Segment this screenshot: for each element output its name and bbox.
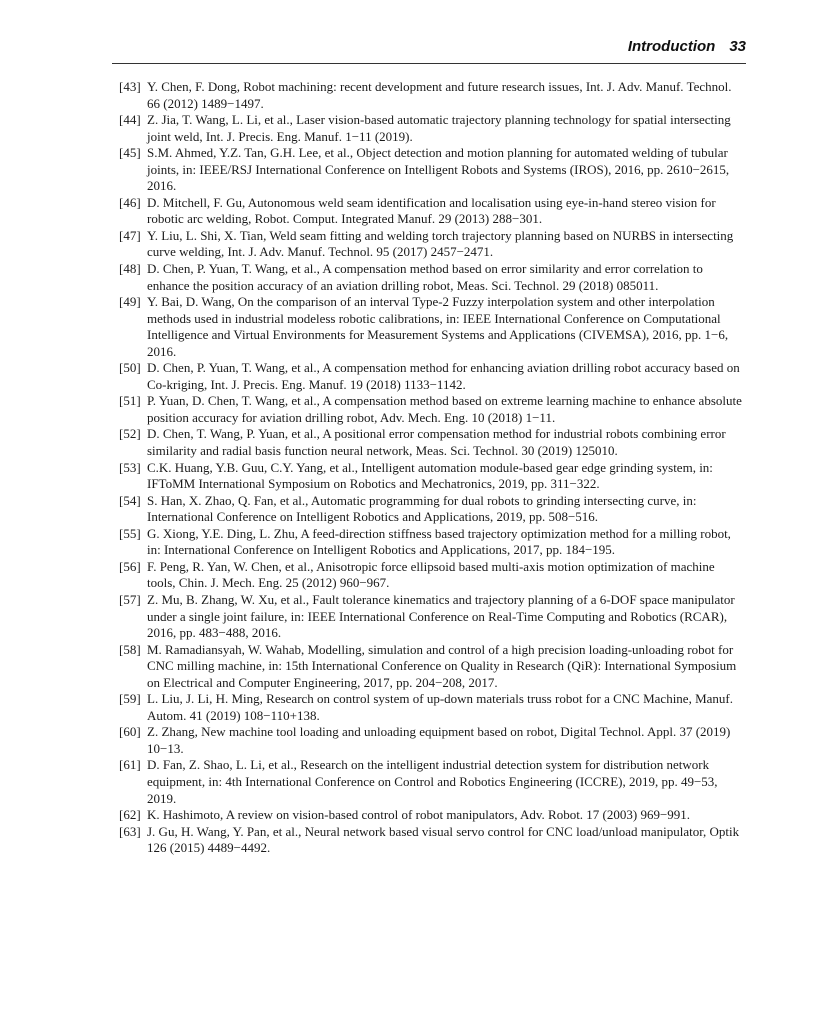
- reference-text: D. Mitchell, F. Gu, Autonomous weld seam identification and localisation using eye-in-hand stereo vision for robotic arc welding, Robot. Comput. Integrated Manuf. 29 (2013) 288−301.: [147, 194, 716, 227]
- running-header: [112, 38, 746, 62]
- reference-item: [119, 592, 743, 642]
- reference-label: [44]: [119, 112, 141, 128]
- reference-item: [119, 79, 743, 112]
- reference-label: [57]: [119, 591, 141, 607]
- reference-text: D. Fan, Z. Shao, L. Li, et al., Research on the intelligent industrial detection system for distribution network equipment, in: 4th International Conference on Control and Robotics Engineering (ICCRE), 2019, pp. 49−53, 2019.: [147, 757, 718, 806]
- reference-label: [49]: [119, 294, 141, 310]
- reference-label: [46]: [119, 194, 141, 210]
- reference-text: Z. Mu, B. Zhang, W. Xu, et al., Fault tolerance kinematics and trajectory planning of a 6-DOF space manipulator under a single joint failure, in: IEEE International Conference on Real-Time Computing and Robotics (RCAR), 2016, pp. 483−488, 2016.: [147, 591, 735, 641]
- reference-item: [119, 526, 743, 559]
- reference-item: [119, 691, 743, 724]
- reference-label: [47]: [119, 227, 141, 243]
- reference-label: [60]: [119, 724, 141, 740]
- reference-text: Z. Zhang, New machine tool loading and unloading equipment based on robot, Digital Technol. Appl. 37 (2019) 10−13.: [147, 724, 731, 756]
- header-rule: [112, 63, 746, 64]
- reference-text: L. Liu, J. Li, H. Ming, Research on control system of up-down materials truss robot for a CNC Machine, Manuf. Autom. 41 (2019) 108−110+138.: [147, 691, 733, 723]
- reference-item: [119, 559, 743, 592]
- reference-item: [119, 195, 743, 228]
- reference-label: [52]: [119, 426, 141, 442]
- reference-text: S.M. Ahmed, Y.Z. Tan, G.H. Lee, et al., Object detection and motion planning for automated welding of tubular joints, in: IEEE/RSJ International Conference on Intelligent Robots and Systems (IROS), 2016, pp. 2610−2615, 2016.: [147, 145, 730, 194]
- reference-item: [119, 757, 743, 807]
- reference-text: C.K. Huang, Y.B. Guu, C.Y. Yang, et al., Intelligent automation module-based gear edge grinding system, in: IFToMM International Symposium on Robotics and Mechatronics, 2019, pp. 311−322.: [147, 459, 713, 492]
- reference-text: D. Chen, T. Wang, P. Yuan, et al., A positional error compensation method for industrial robots combining error similarity and radial basis function neural network, Meas. Sci. Technol. 30 (2019) 125010.: [147, 426, 726, 459]
- reference-item: [119, 228, 743, 261]
- reference-text: G. Xiong, Y.E. Ding, L. Zhu, A feed-direction stiffness based trajectory optimization method for a milling robot, in: International Conference on Intelligent Robotics and Applications, 2017, pp. 184−195.: [147, 525, 731, 558]
- reference-text: Y. Liu, L. Shi, X. Tian, Weld seam fitting and welding torch trajectory planning based on NURBS in intersecting curve welding, Int. J. Adv. Manuf. Technol. 95 (2017) 2457−2471.: [147, 227, 734, 260]
- reference-text: Y. Chen, F. Dong, Robot machining: recent development and future research issues, Int. J. Adv. Manuf. Technol. 66 (2012) 1489−1497.: [147, 79, 732, 111]
- reference-item: [119, 642, 743, 692]
- reference-label: [61]: [119, 757, 141, 773]
- reference-item: [119, 393, 743, 426]
- reference-item: [119, 824, 743, 857]
- reference-item: [119, 360, 743, 393]
- reference-text: Y. Bai, D. Wang, On the comparison of an interval Type-2 Fuzzy interpolation system and other interpolation methods used in industrial modeless robotic calibrations, in: IEEE International Conference on Computational Intelligence and Virtual Environments for Measurement Systems and Applications (CIVEMSA), 2016, pp. 1−6, 2016.: [147, 294, 729, 359]
- reference-item: [119, 807, 743, 824]
- reference-text: D. Chen, P. Yuan, T. Wang, et al., A compensation method for enhancing aviation drilling robot accuracy based on Co-kriging, Int. J. Precis. Eng. Manuf. 19 (2018) 1133−1142.: [147, 360, 740, 392]
- reference-item: [119, 426, 743, 459]
- reference-label: [55]: [119, 525, 141, 541]
- reference-text: K. Hashimoto, A review on vision-based control of robot manipulators, Adv. Robot. 17 (2003) 969−991.: [147, 807, 691, 823]
- reference-text: S. Han, X. Zhao, Q. Fan, et al., Automatic programming for dual robots to grinding intersecting curve, in: International Conference on Intelligent Robotics and Applications, 2019, pp. 508−516.: [147, 492, 697, 525]
- reference-text: M. Ramadiansyah, W. Wahab, Modelling, simulation and control of a high precision loading-unloading robot for CNC milling machine, in: 15th International Conference on Quality in Research (QiR): International Symposium on Electrical and Computer Engineering, 2017, pp. 204−208, 2017.: [147, 641, 737, 690]
- reference-label: [58]: [119, 641, 141, 657]
- reference-item: [119, 145, 743, 195]
- reference-item: [119, 112, 743, 145]
- reference-text: Z. Jia, T. Wang, L. Li, et al., Laser vision-based automatic trajectory planning technology for spatial intersecting joint weld, Int. J. Precis. Eng. Manuf. 1−11 (2019).: [147, 112, 731, 144]
- reference-item: [119, 294, 743, 360]
- reference-item: [119, 493, 743, 526]
- reference-label: [59]: [119, 691, 141, 707]
- reference-text: J. Gu, H. Wang, Y. Pan, et al., Neural network based visual servo control for CNC load/unload manipulator, Optik 126 (2015) 4489−4492.: [147, 823, 740, 856]
- reference-label: [53]: [119, 459, 141, 475]
- page-number: 33: [729, 38, 746, 55]
- reference-label: [54]: [119, 492, 141, 508]
- reference-label: [63]: [119, 823, 141, 839]
- reference-item: [119, 261, 743, 294]
- reference-label: [56]: [119, 558, 141, 574]
- section-title: Introduction: [627, 38, 716, 55]
- reference-text: F. Peng, R. Yan, W. Chen, et al., Anisotropic force ellipsoid based multi-axis motion optimization of machine tools, Chin. J. Mech. Eng. 25 (2012) 960−967.: [147, 558, 715, 591]
- reference-list: [119, 79, 743, 857]
- reference-label: [51]: [119, 393, 141, 409]
- reference-item: [119, 724, 743, 757]
- reference-text: P. Yuan, D. Chen, T. Wang, et al., A compensation method based on extreme learning machine to enhance absolute position accuracy for aviation drilling robot, Adv. Mech. Eng. 10 (2018) 1−11.: [147, 393, 742, 425]
- reference-label: [50]: [119, 360, 141, 376]
- reference-text: D. Chen, P. Yuan, T. Wang, et al., A compensation method based on error similarity and error correlation to enhance the position accuracy of an aviation drilling robot, Meas. Sci. Technol. 29 (2018) 085011.: [147, 261, 703, 293]
- reference-label: [43]: [119, 79, 141, 94]
- reference-label: [48]: [119, 261, 141, 277]
- reference-item: [119, 460, 743, 493]
- reference-label: [45]: [119, 145, 141, 161]
- reference-label: [62]: [119, 807, 141, 823]
